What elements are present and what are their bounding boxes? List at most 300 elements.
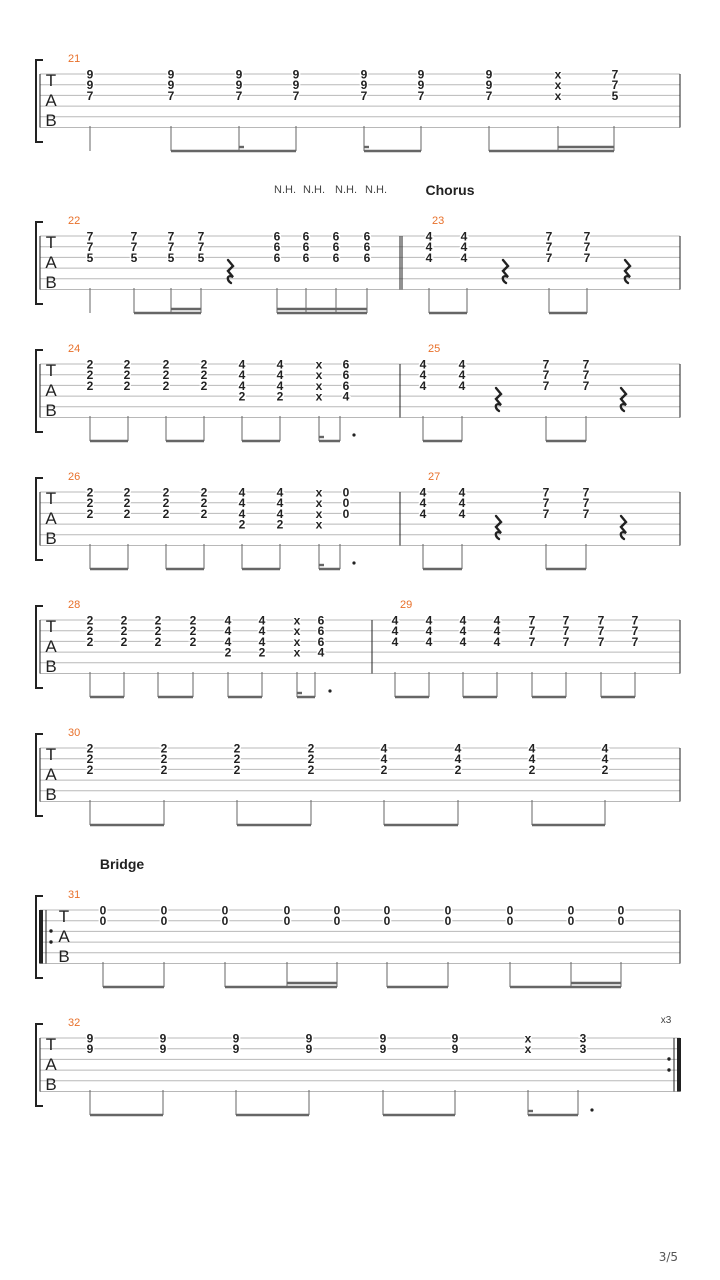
fret-number: 4: [276, 357, 284, 372]
fret-number: 4: [224, 624, 232, 639]
fret-number: 2: [120, 634, 128, 649]
fret-number: 4: [493, 624, 501, 639]
fret-number: 2: [162, 506, 170, 521]
quarter-rest: [228, 260, 233, 283]
fret-number: 4: [380, 741, 388, 756]
measure-number: 22: [68, 215, 81, 227]
fret-number: 6: [273, 250, 281, 265]
fret-number: 4: [224, 613, 232, 628]
fret-number: 2: [189, 634, 197, 649]
fret-number: x: [315, 517, 323, 532]
fret-number: 7: [582, 496, 590, 511]
fret-number: 2: [189, 624, 197, 639]
fret-number: 7: [167, 88, 175, 103]
fret-number: 2: [200, 485, 208, 500]
fret-number: 6: [363, 229, 371, 244]
fret-number: 4: [419, 485, 427, 500]
fret-number: 4: [458, 485, 466, 500]
fret-number: 2: [238, 389, 246, 404]
fret-number: 6: [363, 250, 371, 265]
fret-number: 6: [317, 634, 325, 649]
measure-number: 28: [68, 599, 81, 611]
fret-number: 2: [120, 613, 128, 628]
fret-number: 4: [238, 506, 246, 521]
fret-number: 4: [258, 634, 266, 649]
fret-number: 9: [305, 1031, 313, 1046]
fret-number: 6: [302, 250, 310, 265]
repeat-dot: [667, 1057, 670, 1060]
fret-number: 4: [459, 613, 467, 628]
fret-number: 7: [130, 240, 138, 255]
fret-number: 9: [292, 67, 300, 82]
fret-number: x: [315, 506, 323, 521]
fret-number: 6: [342, 357, 350, 372]
fret-number: x: [554, 67, 562, 82]
fret-number: 4: [425, 240, 433, 255]
fret-number: 7: [485, 88, 493, 103]
fret-number: 2: [86, 485, 94, 500]
fret-number: 6: [273, 229, 281, 244]
fret-number: 2: [86, 634, 94, 649]
fret-number: 0: [221, 903, 229, 918]
fret-number: 4: [460, 250, 468, 265]
fret-number: 4: [276, 378, 284, 393]
fret-number: 4: [458, 378, 466, 393]
fret-number: x: [293, 634, 301, 649]
fret-number: 2: [123, 485, 131, 500]
fret-number: 4: [258, 624, 266, 639]
fret-number: 9: [159, 1042, 167, 1057]
fret-number: 6: [302, 229, 310, 244]
fret-number: 2: [224, 645, 232, 660]
fret-number: x: [315, 389, 323, 404]
fret-number: 4: [238, 378, 246, 393]
quarter-rest: [621, 388, 626, 411]
fret-number: 9: [235, 78, 243, 93]
fret-number: 2: [162, 378, 170, 393]
fret-number: 0: [333, 903, 341, 918]
measure-number: 23: [432, 215, 445, 227]
fret-number: x: [315, 357, 323, 372]
fret-number: 4: [460, 229, 468, 244]
quarter-rest: [625, 260, 630, 283]
fret-number: 7: [582, 506, 590, 521]
fret-number: 4: [276, 506, 284, 521]
fret-number: x: [554, 88, 562, 103]
fret-number: 9: [379, 1031, 387, 1046]
fret-number: 2: [160, 741, 168, 756]
fret-number: 7: [562, 613, 570, 628]
tab-clef-letter: B: [45, 785, 57, 804]
fret-number: 2: [123, 496, 131, 511]
fret-number: 2: [307, 762, 315, 777]
fret-number: 6: [332, 240, 340, 255]
fret-number: 4: [317, 645, 325, 660]
fret-number: 2: [154, 634, 162, 649]
repeat-start-thick-bar: [39, 910, 43, 964]
natural-harmonic-label: N.H.: [335, 184, 357, 196]
fret-number: 7: [582, 378, 590, 393]
quarter-rest: [503, 260, 508, 283]
fret-number: 2: [200, 357, 208, 372]
fret-number: x: [293, 613, 301, 628]
fret-number: 0: [567, 903, 575, 918]
fret-number: 9: [86, 67, 94, 82]
natural-harmonic-label: N.H.: [365, 184, 387, 196]
fret-number: 2: [238, 517, 246, 532]
fret-number: 4: [493, 613, 501, 628]
fret-number: 2: [86, 624, 94, 639]
fret-number: 7: [582, 368, 590, 383]
fret-number: 4: [601, 752, 609, 767]
fret-number: 4: [419, 496, 427, 511]
fret-number: 2: [160, 762, 168, 777]
quarter-rest: [621, 516, 626, 539]
fret-number: 9: [360, 67, 368, 82]
fret-number: 4: [238, 357, 246, 372]
section-title: Bridge: [99, 856, 145, 872]
quarter-rest: [496, 388, 501, 411]
fret-number: 9: [86, 78, 94, 93]
fret-number: 4: [528, 741, 536, 756]
fret-number: 7: [528, 624, 536, 639]
fret-number: 2: [601, 762, 609, 777]
fret-number: 7: [611, 67, 619, 82]
fret-number: 4: [493, 634, 501, 649]
fret-number: 7: [197, 240, 205, 255]
fret-number: 7: [86, 88, 94, 103]
fret-number: 7: [545, 250, 553, 265]
quarter-rest: [496, 516, 501, 539]
fret-number: 4: [425, 613, 433, 628]
fret-number: 2: [258, 645, 266, 660]
fret-number: 7: [360, 88, 368, 103]
fret-number: 4: [238, 368, 246, 383]
fret-number: 7: [542, 357, 550, 372]
fret-number: 4: [342, 389, 350, 404]
tab-clef-letter: T: [45, 745, 57, 764]
fret-number: 9: [379, 1042, 387, 1057]
fret-number: 2: [276, 517, 284, 532]
fret-number: 2: [233, 762, 241, 777]
fret-number: 4: [276, 485, 284, 500]
fret-number: 9: [417, 78, 425, 93]
fret-number: 2: [307, 752, 315, 767]
fret-number: 0: [617, 903, 625, 918]
fret-number: 7: [86, 240, 94, 255]
fret-number: 2: [162, 368, 170, 383]
measure-number: 24: [68, 343, 81, 355]
fret-number: 3: [579, 1031, 587, 1046]
fret-number: 2: [233, 741, 241, 756]
tab-clef-letter: T: [45, 1035, 57, 1054]
fret-number: 5: [130, 250, 138, 265]
fret-number: 6: [273, 240, 281, 255]
tab-clef-letter: A: [45, 253, 57, 272]
fret-number: 7: [562, 634, 570, 649]
fret-number: 7: [582, 485, 590, 500]
fret-number: 4: [419, 378, 427, 393]
fret-number: 0: [160, 914, 168, 929]
measure-number: 25: [428, 343, 441, 355]
fret-number: 9: [232, 1031, 240, 1046]
fret-number: 7: [86, 229, 94, 244]
fret-number: 2: [200, 378, 208, 393]
fret-number: x: [293, 624, 301, 639]
fret-number: 7: [528, 634, 536, 649]
fret-number: 7: [583, 240, 591, 255]
fret-number: x: [315, 496, 323, 511]
measure-number: 29: [400, 599, 413, 611]
tab-clef-letter: T: [45, 233, 57, 252]
fret-number: 5: [197, 250, 205, 265]
fret-number: 7: [417, 88, 425, 103]
fret-number: 7: [542, 368, 550, 383]
fret-number: 9: [235, 67, 243, 82]
tab-clef-letter: A: [45, 509, 57, 528]
fret-number: 7: [583, 229, 591, 244]
fret-number: 7: [542, 496, 550, 511]
fret-number: 2: [200, 506, 208, 521]
fret-number: 4: [258, 613, 266, 628]
fret-number: 2: [86, 496, 94, 511]
fret-number: x: [524, 1031, 532, 1046]
fret-number: 0: [342, 496, 350, 511]
fret-number: 2: [307, 741, 315, 756]
fret-number: 2: [86, 368, 94, 383]
fret-number: 5: [86, 250, 94, 265]
fret-number: 4: [458, 357, 466, 372]
fret-number: 5: [167, 250, 175, 265]
fret-number: 4: [391, 634, 399, 649]
fret-number: 0: [99, 903, 107, 918]
fret-number: 9: [451, 1042, 459, 1057]
fret-number: 4: [454, 752, 462, 767]
fret-number: 2: [86, 752, 94, 767]
fret-number: 7: [562, 624, 570, 639]
fret-number: 6: [342, 378, 350, 393]
fret-number: x: [315, 368, 323, 383]
fret-number: 2: [160, 752, 168, 767]
fret-number: 2: [162, 485, 170, 500]
tab-clef-letter: T: [45, 617, 57, 636]
fret-number: 7: [292, 88, 300, 103]
fret-number: 2: [123, 357, 131, 372]
fret-number: 9: [485, 78, 493, 93]
augmentation-dot: [328, 689, 331, 692]
fret-number: 2: [200, 368, 208, 383]
section-title: Chorus: [425, 182, 475, 198]
fret-number: 4: [391, 624, 399, 639]
fret-number: 4: [459, 624, 467, 639]
fret-number: 7: [542, 485, 550, 500]
tab-clef-letter: A: [45, 637, 57, 656]
fret-number: 7: [167, 240, 175, 255]
fret-number: 7: [597, 624, 605, 639]
fret-number: 9: [417, 67, 425, 82]
fret-number: 2: [86, 378, 94, 393]
fret-number: 4: [419, 368, 427, 383]
fret-number: 0: [342, 485, 350, 500]
fret-number: 7: [130, 229, 138, 244]
fret-number: 9: [485, 67, 493, 82]
repeat-count: x3: [660, 1015, 672, 1026]
fret-number: x: [524, 1042, 532, 1057]
fret-number: 5: [611, 88, 619, 103]
fret-number: 6: [317, 613, 325, 628]
fret-number: 0: [383, 903, 391, 918]
fret-number: 7: [542, 506, 550, 521]
tab-clef-letter: B: [45, 111, 57, 130]
fret-number: 4: [460, 240, 468, 255]
augmentation-dot: [352, 561, 355, 564]
fret-number: 0: [567, 914, 575, 929]
repeat-dot: [667, 1068, 670, 1071]
tab-clef-letter: B: [45, 401, 57, 420]
tab-clef-letter: A: [45, 765, 57, 784]
fret-number: 0: [506, 903, 514, 918]
fret-number: 9: [86, 1031, 94, 1046]
fret-number: 2: [123, 368, 131, 383]
fret-number: 4: [276, 368, 284, 383]
fret-number: 2: [123, 506, 131, 521]
fret-number: 7: [597, 634, 605, 649]
page-number: 3/5: [658, 1250, 678, 1264]
fret-number: 7: [631, 634, 639, 649]
fret-number: 6: [363, 240, 371, 255]
fret-number: 7: [235, 88, 243, 103]
repeat-end-thick-bar: [677, 1038, 681, 1092]
measure-number: 27: [428, 471, 441, 483]
fret-number: 2: [120, 624, 128, 639]
fret-number: 0: [617, 914, 625, 929]
fret-number: 4: [238, 496, 246, 511]
fret-number: 9: [305, 1042, 313, 1057]
fret-number: 2: [86, 741, 94, 756]
fret-number: 2: [200, 496, 208, 511]
fret-number: x: [315, 485, 323, 500]
fret-number: 4: [601, 741, 609, 756]
measure-number: 32: [68, 1017, 81, 1029]
fret-number: 2: [86, 506, 94, 521]
fret-number: 4: [238, 485, 246, 500]
fret-number: 4: [276, 496, 284, 511]
fret-number: 0: [383, 914, 391, 929]
measure-number: 30: [68, 727, 81, 739]
fret-number: 2: [162, 357, 170, 372]
fret-number: 4: [458, 368, 466, 383]
fret-number: 7: [597, 613, 605, 628]
augmentation-dot: [352, 433, 355, 436]
fret-number: 2: [154, 613, 162, 628]
fret-number: 7: [167, 229, 175, 244]
fret-number: 4: [224, 634, 232, 649]
fret-number: 0: [99, 914, 107, 929]
fret-number: 2: [189, 613, 197, 628]
fret-number: 0: [342, 506, 350, 521]
fret-number: 0: [444, 903, 452, 918]
fret-number: 9: [232, 1042, 240, 1057]
fret-number: 7: [528, 613, 536, 628]
fret-number: 4: [458, 506, 466, 521]
fret-number: 9: [167, 67, 175, 82]
fret-number: 6: [302, 240, 310, 255]
measure-number: 31: [68, 889, 81, 901]
fret-number: 6: [332, 229, 340, 244]
tab-clef-letter: B: [45, 273, 57, 292]
tab-clef-letter: B: [45, 529, 57, 548]
fret-number: 2: [380, 762, 388, 777]
fret-number: 4: [419, 357, 427, 372]
fret-number: 0: [444, 914, 452, 929]
fret-number: 2: [86, 613, 94, 628]
fret-number: 4: [425, 250, 433, 265]
fret-number: 7: [545, 229, 553, 244]
fret-number: 2: [123, 378, 131, 393]
fret-number: 7: [611, 78, 619, 93]
fret-number: 6: [332, 250, 340, 265]
natural-harmonic-label: N.H.: [274, 184, 296, 196]
fret-number: 4: [454, 741, 462, 756]
tab-clef-letter: T: [45, 361, 57, 380]
fret-number: 6: [317, 624, 325, 639]
fret-number: 2: [276, 389, 284, 404]
fret-number: 0: [333, 914, 341, 929]
fret-number: 2: [86, 762, 94, 777]
fret-number: 0: [283, 914, 291, 929]
fret-number: 9: [167, 78, 175, 93]
fret-number: 2: [162, 496, 170, 511]
tab-clef-letter: B: [45, 657, 57, 676]
tab-clef-letter: B: [58, 947, 70, 966]
fret-number: x: [293, 645, 301, 660]
measure-number: 21: [68, 53, 81, 65]
tab-clef-letter: B: [45, 1075, 57, 1094]
tab-clef-letter: A: [45, 381, 57, 400]
measure-number: 26: [68, 471, 81, 483]
natural-harmonic-label: N.H.: [303, 184, 325, 196]
fret-number: 4: [425, 229, 433, 244]
fret-number: 0: [221, 914, 229, 929]
fret-number: 6: [342, 368, 350, 383]
tab-clef-letter: A: [45, 91, 57, 110]
tab-clef-letter: A: [45, 1055, 57, 1074]
fret-number: x: [554, 78, 562, 93]
tab-clef-letter: A: [58, 927, 70, 946]
tab-clef-letter: T: [45, 71, 57, 90]
fret-number: 4: [380, 752, 388, 767]
augmentation-dot: [590, 1108, 593, 1111]
fret-number: 9: [86, 1042, 94, 1057]
fret-number: 0: [283, 903, 291, 918]
fret-number: 9: [159, 1031, 167, 1046]
fret-number: 4: [528, 752, 536, 767]
fret-number: 0: [506, 914, 514, 929]
fret-number: 2: [528, 762, 536, 777]
fret-number: 2: [233, 752, 241, 767]
fret-number: 7: [631, 613, 639, 628]
fret-number: 4: [391, 613, 399, 628]
fret-number: 9: [360, 78, 368, 93]
fret-number: 4: [425, 624, 433, 639]
repeat-dot: [49, 929, 52, 932]
fret-number: 2: [154, 624, 162, 639]
tab-clef-letter: T: [58, 907, 70, 926]
fret-number: 7: [631, 624, 639, 639]
fret-number: 2: [86, 357, 94, 372]
fret-number: 7: [542, 378, 550, 393]
fret-number: 4: [419, 506, 427, 521]
